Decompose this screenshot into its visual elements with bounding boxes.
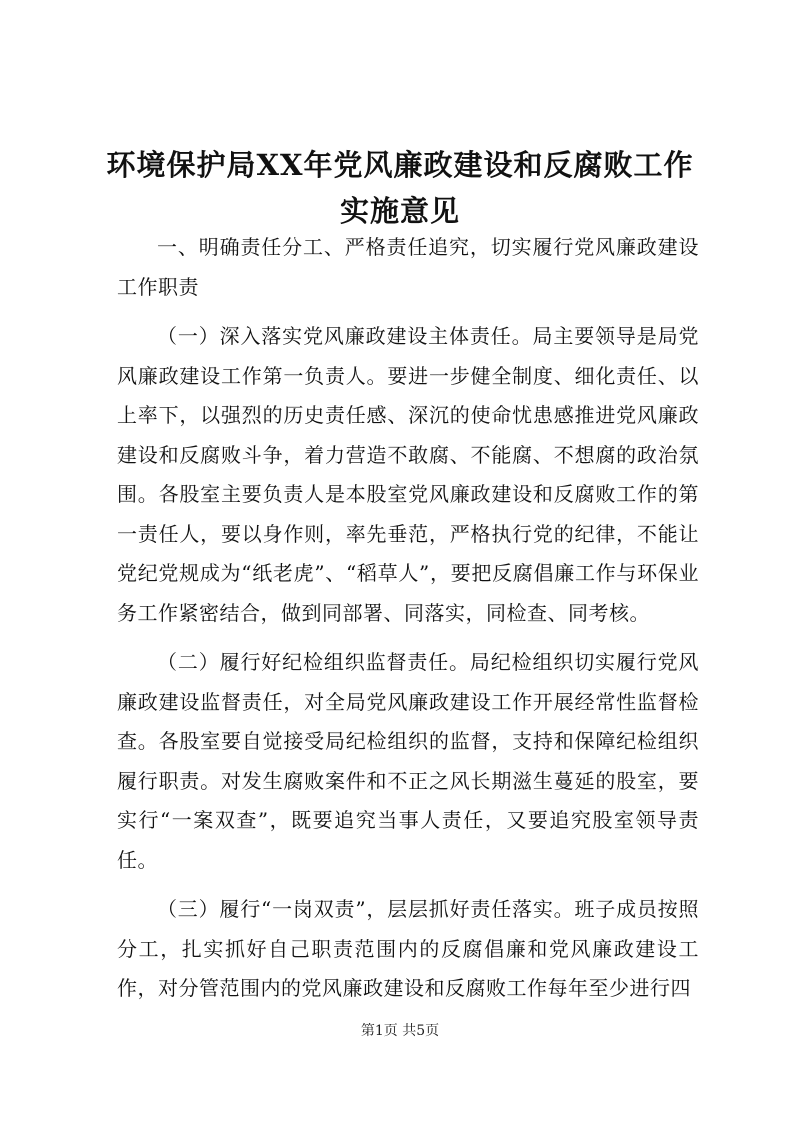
title-line-2: 实施意见 [339,194,460,228]
title-line-1: 环境保护局XX年党风廉政建设和反腐败工作 [106,148,694,182]
page-number-footer: 第1页 共5页 [360,1023,440,1039]
section-heading: 一、明确责任分工、严格责任追究，切实履行党风廉政建设工作职责 [117,235,699,299]
document-body [117,228,699,1009]
paragraph: （三）履行“一岗双责”，层层抓好责任落实。班子成员按照分工，扎实抓好自己职责范围内的反腐倡廉和党风廉政建设工作，对分管范围内的党风廉政建设和反腐败工作每年至少进行四 [117,897,699,1000]
paragraph: （二）履行好纪检组织监督责任。局纪检组织切实履行党风廉政建设监督责任，对全局党风廉政建设工作开展经常性监督检查。各股室要自觉接受局纪检组织的监督，支持和保障纪检组织履行职责。对发生腐败案件和不正之风长期滋生蔓延的股室，要实行“一案双查”，既要追究当事人责任，又要追究股室领导责任。 [117,650,699,872]
paragraph: （一）深入落实党风廉政建设主体责任。局主要领导是局党风廉政建设工作第一负责人。要进一步健全制度、细化责任、以上率下，以强烈的历史责任感、深沉的使命忧患感推进党风廉政建设和反腐败斗争，着力营造不敢腐、不能腐、不想腐的政治氛围。各股室主要负责人是本股室党风廉政建设和反腐败工作的第一责任人，要以身作则，率先垂范，严格执行党的纪律，不能让党纪党规成为“纸老虎”、“稻草人”，要把反腐倡廉工作与环保业务工作紧密结合，做到同部署、同落实，同检查、同考核。 [117,324,699,625]
document-title [100,142,700,234]
